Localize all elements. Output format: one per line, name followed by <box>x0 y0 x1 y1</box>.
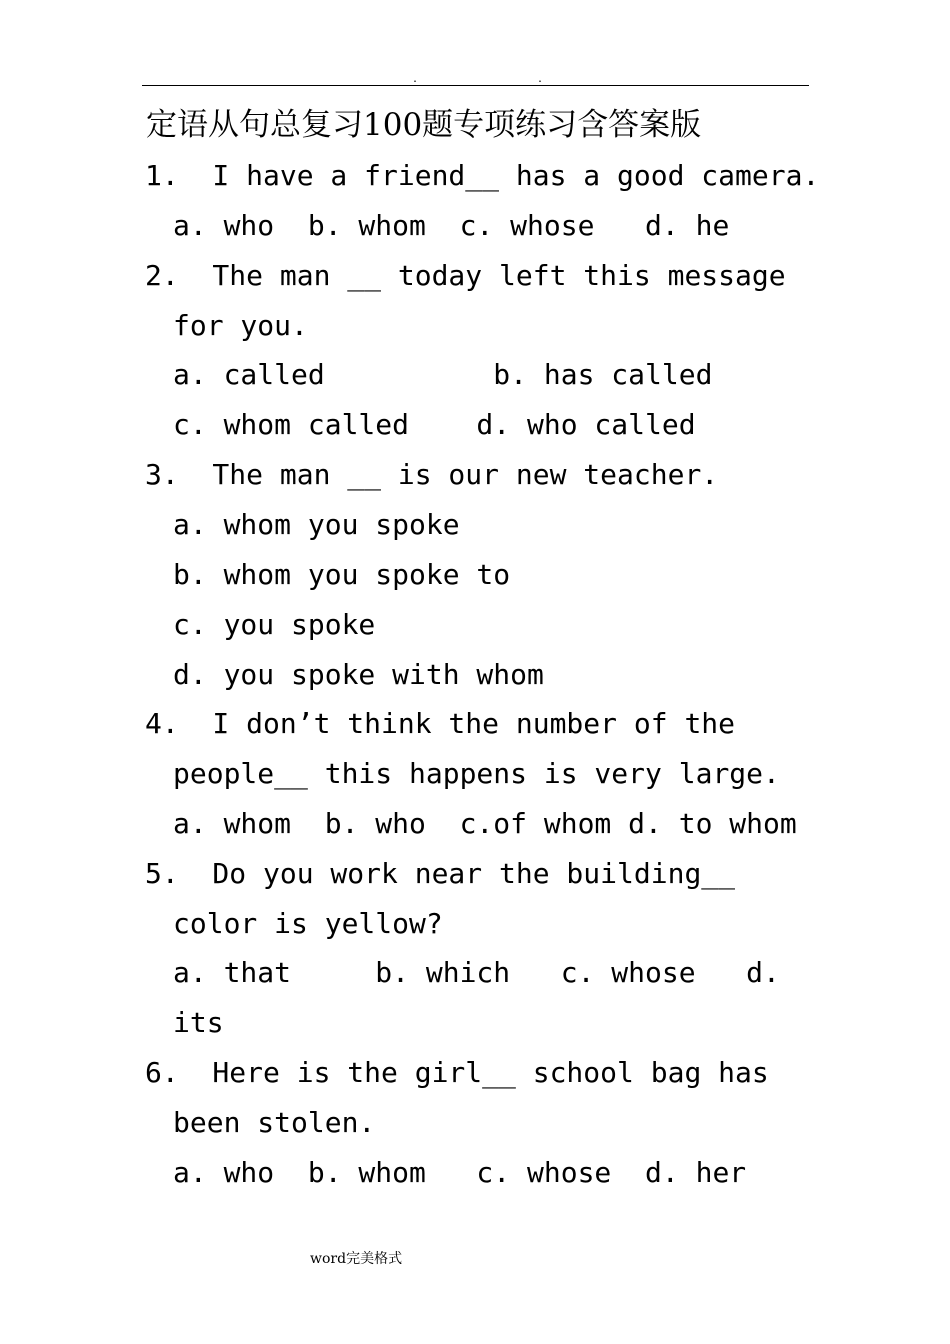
question-6: 6. Here is the girl__ school bag has <box>145 1056 769 1089</box>
question-2: 2. The man __ today left this message <box>145 259 786 292</box>
header-dot: . <box>537 74 544 85</box>
option-3d: d. you spoke with whom <box>173 658 544 691</box>
options-6: a. who b. whom c. whose d. her <box>173 1156 747 1189</box>
options-5-cont: its <box>173 1006 224 1039</box>
page-footer: word完美格式 <box>310 1251 403 1267</box>
options-5: a. that b. which c. whose d. <box>173 956 780 989</box>
question-5: 5. Do you work near the building__ <box>145 857 736 890</box>
header-rule <box>142 85 809 86</box>
option-3c: c. you spoke <box>173 608 376 641</box>
options-2-cd: c. whom called d. who called <box>173 408 696 441</box>
question-2-cont: for you. <box>173 309 308 342</box>
question-6-cont: been stolen. <box>173 1106 376 1139</box>
option-3b: b. whom you spoke to <box>173 558 511 591</box>
option-3a: a. whom you spoke <box>173 508 460 541</box>
header-dot: . <box>412 74 419 85</box>
question-3: 3. The man __ is our new teacher. <box>145 458 719 491</box>
question-4: 4. I don’t think the number of the <box>145 707 736 740</box>
question-5-cont: color is yellow? <box>173 907 443 940</box>
options-2-ab: a. called b. has called <box>173 358 713 391</box>
options-4: a. whom b. who c.of whom d. to whom <box>173 807 797 840</box>
question-1: 1. I have a friend__ has a good camera. <box>145 159 820 192</box>
question-4-cont: people__ this happens is very large. <box>173 757 780 790</box>
page-title: 定语从句总复习100题专项练习含答案版 <box>146 107 702 143</box>
options-1: a. who b. whom c. whose d. he <box>173 209 730 242</box>
